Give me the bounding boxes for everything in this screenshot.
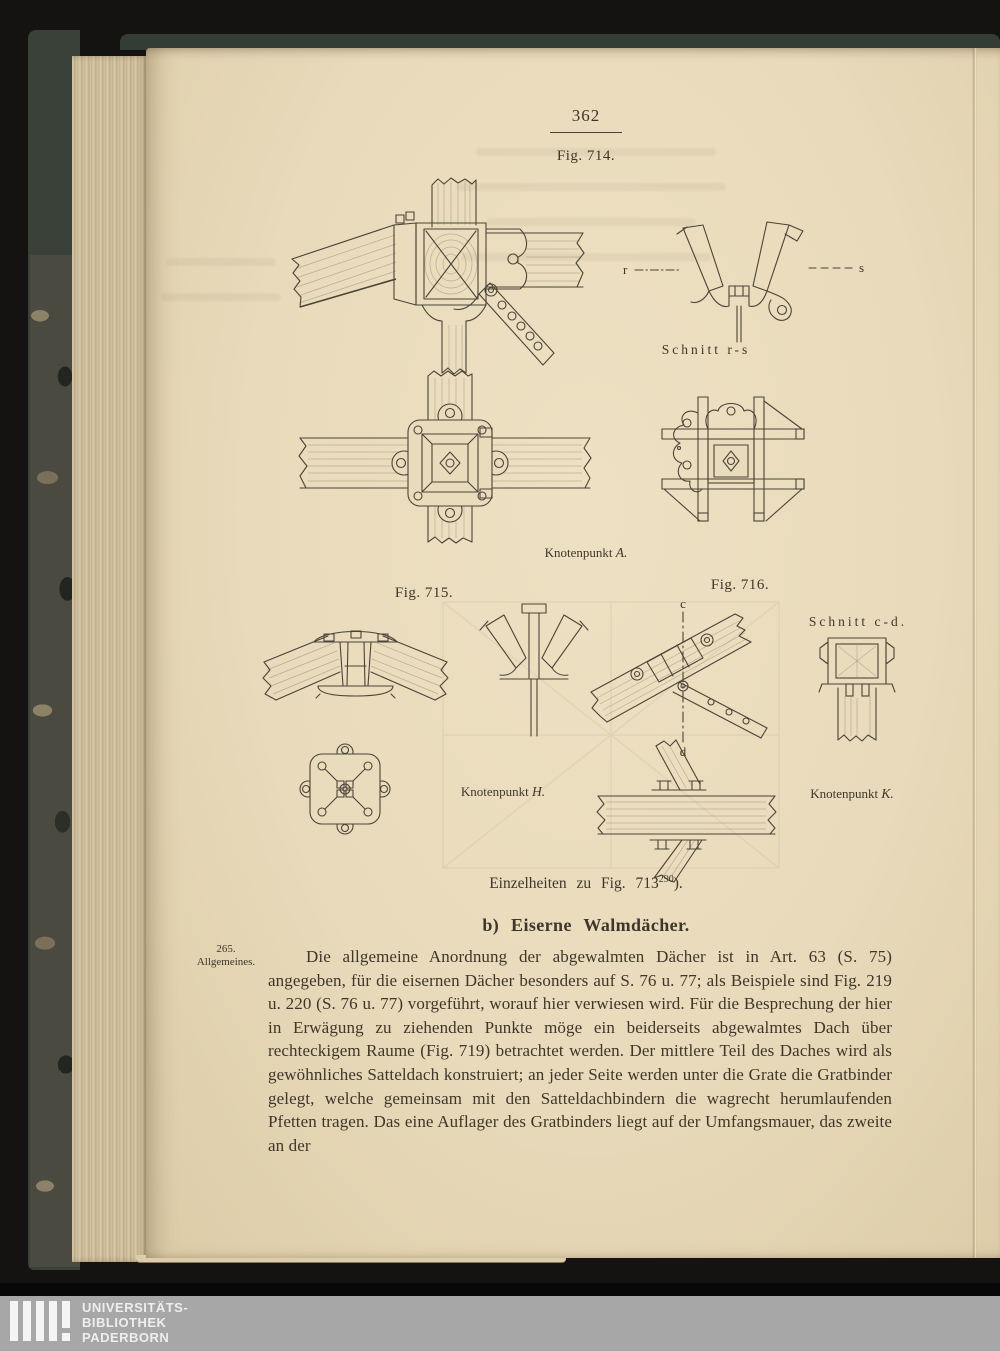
knotenpunkt-k-drawing <box>594 738 779 886</box>
knotenpunkt-a-word: Knotenpunkt <box>544 545 613 560</box>
page-fold-crease <box>972 48 977 1258</box>
library-logo-bar <box>49 1301 57 1341</box>
margin-note <box>184 943 268 969</box>
knotenpunkt-k-word: Knotenpunkt <box>810 786 879 801</box>
fig714-section-rs-drawing <box>619 218 869 346</box>
page-number-rule <box>550 132 622 133</box>
knotenpunkt-a-section-drawing <box>654 393 812 525</box>
details-caption-text: Einzelheiten zu Fig. 713 <box>489 875 659 893</box>
fig716-section-cd-drawing <box>818 632 896 745</box>
library-logo-bar <box>23 1301 31 1341</box>
knotenpunkt-h-letter: H. <box>532 784 546 799</box>
section-mark-r: r <box>623 262 628 277</box>
fig714-caption: Fig. 714. <box>556 148 616 164</box>
knotenpunkt-h-plate-drawing <box>296 740 394 838</box>
page-edge-stack <box>72 56 148 1262</box>
fig715-caption: Fig. 715. <box>394 585 454 601</box>
schnitt-rs-label: Schnitt r-s <box>661 342 751 357</box>
library-name-line3: PADERBORN <box>82 1330 170 1345</box>
fig715-section-drawing <box>478 602 590 740</box>
section-heading: b) Eiserne Walmdächer. <box>482 915 690 935</box>
library-logo-exclamation-bar <box>62 1301 70 1328</box>
section-mark-d: d <box>679 744 687 759</box>
page-number: 362 <box>571 106 601 125</box>
library-name-line2: BIBLIOTHEK <box>82 1315 167 1330</box>
fig716-caption: Fig. 716. <box>710 577 770 593</box>
fig713-details-caption <box>489 874 683 893</box>
section-mark-c: c <box>680 596 686 611</box>
bleed-through-text <box>166 258 276 266</box>
knotenpunkt-k-letter: K. <box>881 786 894 801</box>
library-logo-bar <box>10 1301 18 1341</box>
knotenpunkt-h-word: Knotenpunkt <box>460 784 529 799</box>
knotenpunkt-h-label <box>461 784 545 800</box>
library-name-line1: UNIVERSITÄTS- <box>82 1300 189 1315</box>
fig716-joint-drawing <box>589 598 789 758</box>
library-name <box>82 1300 188 1345</box>
details-caption-end: ). <box>673 875 683 893</box>
fig714-joint-drawing <box>286 175 591 380</box>
body-paragraph: Die allgemeine Anordnung der abgewalmten Dächer ist in Art. 63 (S. 75) angegeben, für die eisernen Dächer besonders auf S. 76 u. 77; als Beispiele sind Fig. 219 u. 220 (S. 76 u. 77) vorgeführt, worauf hier verwiesen wird. Für die Besprechung der hier in Erwägung zu ziehenden Punkte möge ein beiderseits abgewalmtes Dach über rechteckigem Raume (Fig. 719) betrachtet werden. Der mittlere Teil des Daches wird als gewöhnliches Satteldach konstruiert; an jeder Seite werden unter die Grate die Gratbinder gelegt, welche gemeinsam mit den Satteldachbindern die wagrecht herumlaufenden Pfetten tragen. Das eine Auflager des Gratbinders liegt auf der Umfangsmauer, das zweite an der <box>268 947 892 1155</box>
schnitt-cd-label: Schnitt c-d. <box>808 614 908 629</box>
library-watermark-bar <box>0 1296 1000 1351</box>
library-logo-bar <box>36 1301 44 1341</box>
margin-note-label: Allgemeines. <box>196 956 256 968</box>
knotenpunkt-a-label <box>545 545 628 561</box>
book-page <box>146 48 1000 1258</box>
library-logo-exclamation-dot <box>62 1333 70 1341</box>
knotenpunkt-a-letter: A. <box>615 545 628 560</box>
knotenpunkt-k-label <box>810 786 894 802</box>
knotenpunkt-a-plan-drawing <box>296 368 594 550</box>
bleed-through-text <box>161 293 281 301</box>
details-footnote-mark: 290 <box>658 874 674 885</box>
margin-note-number: 265. <box>216 943 236 955</box>
fig715-ridge-joint-drawing <box>258 608 453 720</box>
section-mark-s: s <box>859 260 865 275</box>
